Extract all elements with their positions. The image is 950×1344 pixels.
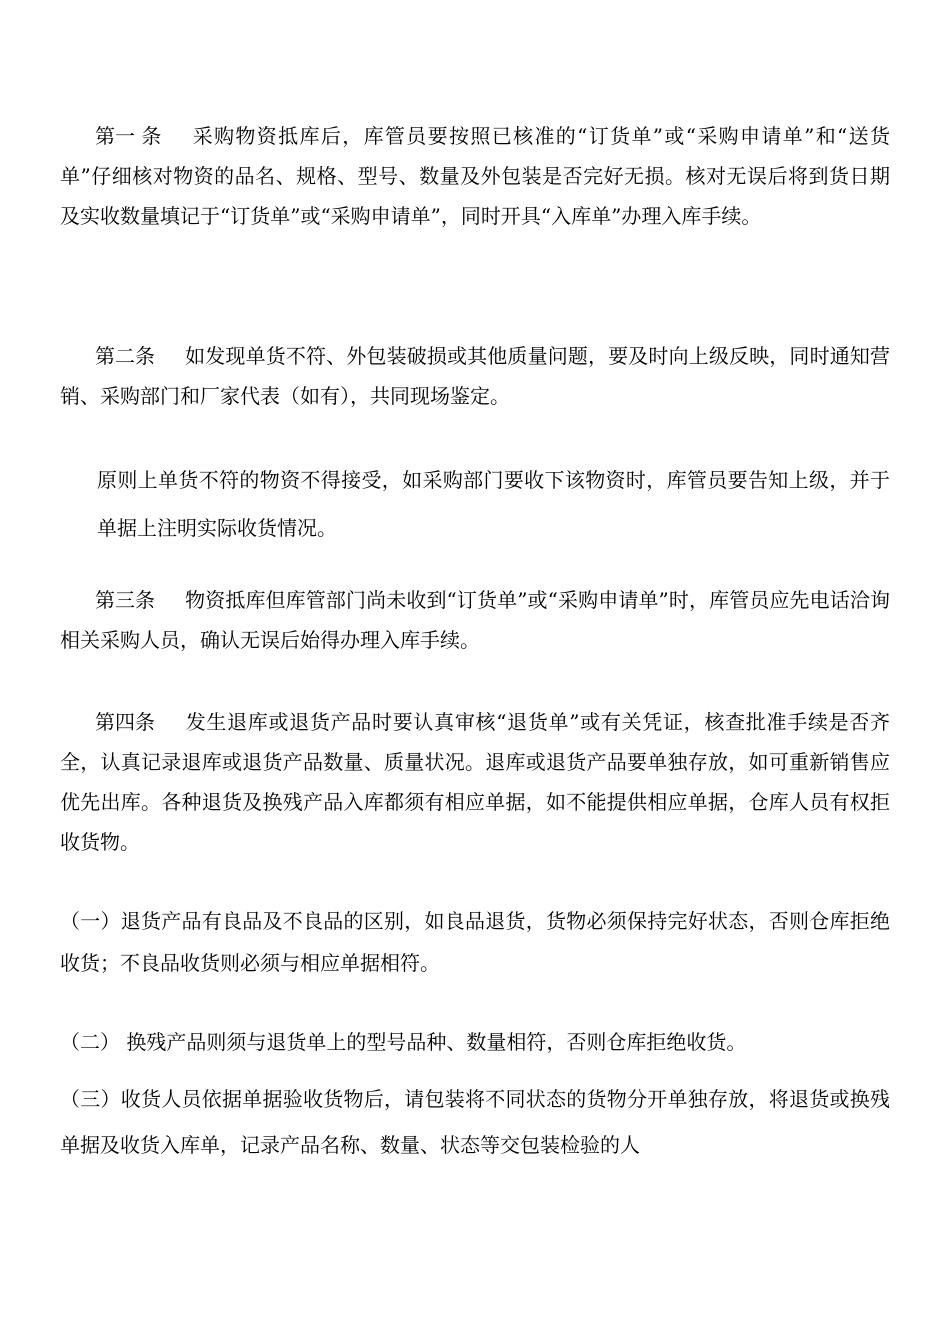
- article-4-text: 发生退库或退货产品时要认真审核“退货单”或有关凭证，核查批准手续是否齐全，认真记录退库或退货产品数量、质量状况。退库或退货产品要单独存放，如可重新销售应优先出库。各种退货及换残产品入库都须有相应单据，如不能提供相应单据，仓库人员有权拒收货物。: [60, 710, 890, 854]
- item-2: （二） 换残产品则须与退货单上的型号品种、数量相符，否则仓库拒绝收货。: [60, 1030, 747, 1054]
- article-4: [60, 702, 890, 862]
- item-3: （三）收货人员依据单据验收货物后，请包装将不同状态的货物分开单独存放，将退货或换残单据及收货入库单，记录产品名称、数量、状态等交包装检验的人: [60, 1087, 890, 1157]
- article-4-label: 第四条: [95, 710, 155, 734]
- item-1: （一）退货产品有良品及不良品的区别，如良品退货，货物必须保持完好状态，否则仓库拒绝收货；不良品收货则必须与相应单据相符。: [60, 909, 890, 975]
- article-1-label: 第一 条: [95, 124, 162, 148]
- principle-paragraph: 原则上单货不符的物资不得接受，如采购部门要收下该物资时，库管员要告知上级，并于单据上注明实际收货情况。: [97, 468, 890, 540]
- article-3: [60, 580, 890, 660]
- article-2-text: 如发现单货不符、外包装破损或其他质量问题，要及时向上级反映，同时通知营销、采购部门和厂家代表（如有），共同现场鉴定。: [60, 344, 890, 408]
- article-2-label: 第二条: [95, 344, 155, 368]
- article-3-label: 第三条: [95, 588, 155, 612]
- article-2: [60, 336, 890, 416]
- article-1: [60, 116, 890, 236]
- article-3-text: 物资抵库但库管部门尚未收到“订货单”或“采购申请单”时，库管员应先电话洽询相关采购人员，确认无误后始得办理入库手续。: [60, 588, 890, 652]
- article-1-text: 采购物资抵库后，库管员要按照已核准的“订货单”或“采购申请单”和“送货单”仔细核对物资的品名、规格、型号、数量及外包装是否完好无损。核对无误后将到货日期及实收数量填记于“订货单”或“采购申请单”，同时开具“入库单”办理入库手续。: [60, 124, 890, 228]
